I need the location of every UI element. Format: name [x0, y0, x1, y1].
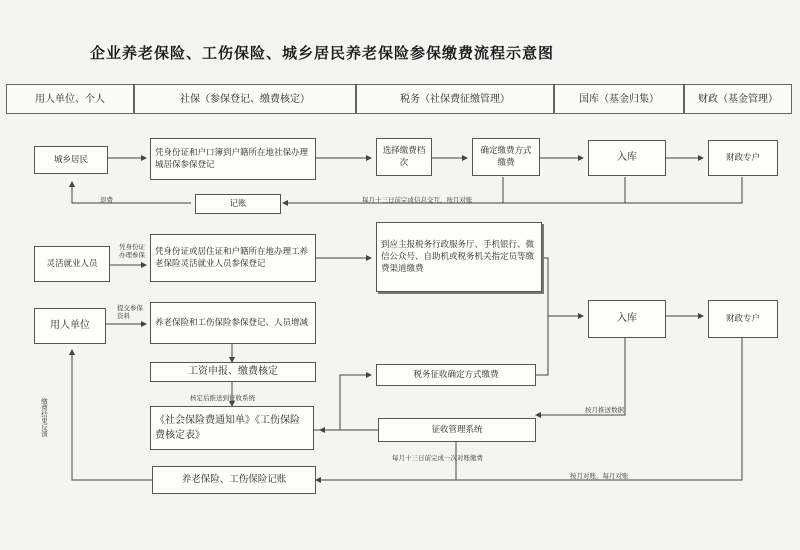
label-data-push: 按月推送数据 — [585, 406, 624, 414]
arrow-record-to-residents — [72, 182, 191, 203]
box-resident-registration: 凭身份证和户口簿到户籍所在地社保办理城居保参保登记 — [150, 138, 316, 180]
page-title: 企业养老保险、工伤保险、城乡居民养老保险参保缴费流程示意图 — [90, 44, 555, 62]
box-fiscal-account-middle: 财政专户 — [708, 300, 778, 338]
box-record-bottom: 养老保险、工伤保险记账 — [152, 466, 316, 494]
header-employer-individual: 用人单位、个人 — [6, 84, 134, 114]
box-choose-payment-grade: 选择缴费档次 — [376, 138, 432, 176]
line-treasury-to-system — [536, 338, 625, 415]
arrow-record-to-employer — [72, 350, 152, 480]
label-mid-note: 核定后推送到征收系统 — [190, 394, 255, 402]
label-side-register: 凭身份证 办理参保 — [119, 243, 145, 259]
box-employer: 用人单位 — [34, 308, 106, 344]
header-social-security: 社保（参保登记、缴费核定） — [134, 84, 356, 114]
box-fiscal-account-top: 财政专户 — [708, 140, 778, 176]
box-collection-system: 征收管理系统 — [378, 418, 536, 442]
box-treasury-top: 入库 — [588, 140, 666, 176]
box-notice-forms: 《社会保险费通知单》《工伤保险费核定表》 — [150, 406, 314, 450]
box-tax-channels: 到应主报税务行政服务厅、手机银行、微信公众号、自助机或税务机关指定员等缴费渠道缴费 — [376, 222, 542, 292]
box-confirm-payment-method: 确定缴费方式缴费 — [472, 138, 540, 176]
header-treasury: 国库（基金归集） — [554, 84, 684, 114]
box-tax-payment: 税务征收确定方式缴费 — [376, 364, 536, 386]
line-fiscal-down — [283, 177, 742, 203]
box-flexible-registration: 凭身份证或居住证和户籍所在地办理工养老保险灵活就业人员参保登记 — [150, 234, 316, 282]
label-bottom-right: 按月对账，每月对账 — [570, 472, 629, 480]
label-return-top: 退费 — [100, 196, 113, 204]
box-treasury-middle: 入库 — [588, 300, 666, 338]
box-record-top: 记账 — [195, 194, 281, 214]
box-urban-rural-residents: 城乡居民 — [34, 146, 108, 174]
header-tax: 税务（社保费征缴管理） — [356, 84, 554, 114]
label-left-vertical: 缴费结果反馈 — [40, 398, 48, 437]
label-link-top: 每月十三日前完成信息交互，按月对账 — [362, 196, 473, 204]
label-side-employer: 提交参保资料 — [117, 304, 143, 320]
header-finance: 财政（基金管理） — [684, 84, 792, 114]
box-pension-injury-registration: 养老保险和工伤保险参保登记、人员增减 — [150, 302, 316, 344]
label-bottom-link: 每月十三日前完成一次对账缴费 — [392, 454, 483, 462]
arrow-forms-to-tax — [314, 375, 371, 430]
box-wage-report: 工资申报、缴费核定 — [150, 362, 316, 382]
box-flexible-employees: 灵活就业人员 — [34, 246, 110, 282]
